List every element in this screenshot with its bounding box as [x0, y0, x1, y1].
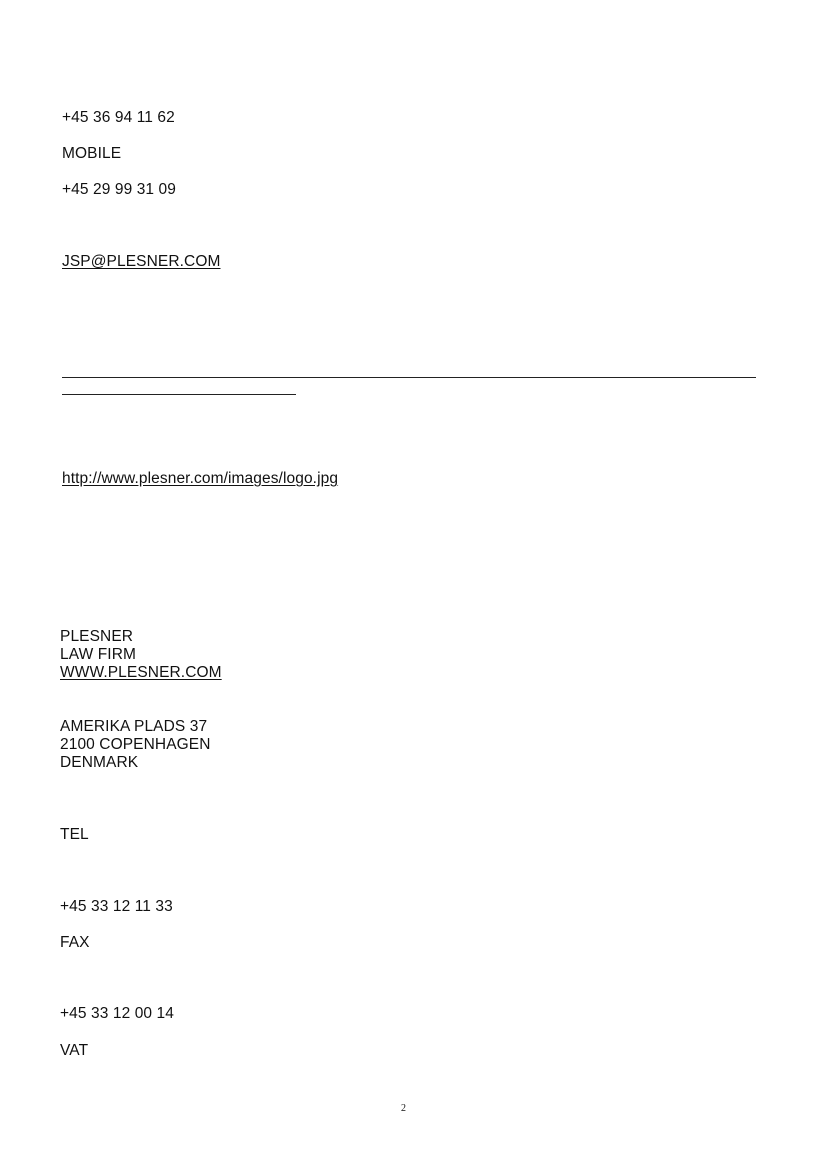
address-street: AMERIKA PLADS 37 [60, 718, 208, 735]
address-city: 2100 COPENHAGEN [60, 736, 211, 753]
fax-number: +45 33 12 00 14 [60, 1005, 174, 1022]
logo-image-link[interactable]: http://www.plesner.com/images/logo.jpg [62, 470, 339, 487]
address-country: DENMARK [60, 754, 139, 771]
direct-phone-number: +45 36 94 11 62 [62, 109, 175, 126]
separator-line [62, 377, 756, 378]
separator-line-short [62, 394, 296, 395]
tel-number: +45 33 12 11 33 [60, 898, 173, 915]
tel-label: TEL [60, 826, 89, 843]
email-link[interactable]: JSP@PLESNER.COM [62, 253, 221, 270]
mobile-number: +45 29 99 31 09 [62, 181, 176, 198]
firm-name: PLESNER [60, 628, 134, 645]
page-number: 2 [401, 1103, 406, 1114]
firm-type: LAW FIRM [60, 646, 136, 663]
fax-label: FAX [60, 934, 90, 951]
firm-website-link[interactable]: WWW.PLESNER.COM [60, 664, 222, 681]
mobile-label: MOBILE [62, 145, 122, 162]
vat-label: VAT [60, 1042, 89, 1059]
